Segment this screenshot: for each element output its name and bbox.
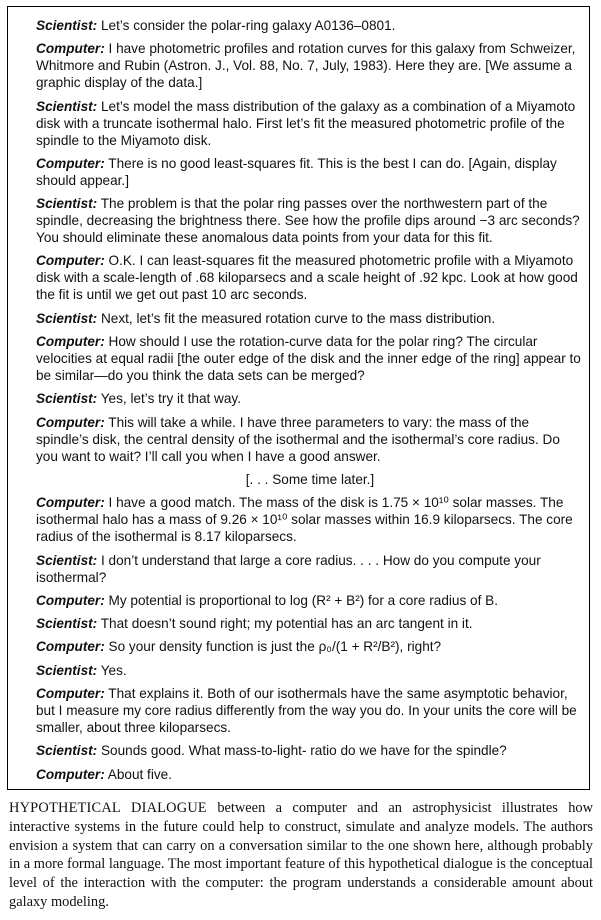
line-text: [. . . Some time later.] bbox=[245, 471, 375, 487]
line-text: Sounds good. What mass-to-light- ratio do we have for the spindle? bbox=[97, 743, 507, 759]
dialogue-line bbox=[36, 766, 584, 783]
dialogue-line bbox=[36, 40, 584, 91]
dialogue-line bbox=[36, 252, 584, 303]
line-text: Next, let’s fit the measured rotation curve to the mass distribution. bbox=[97, 310, 496, 326]
line-text: I have photometric profiles and rotation curves for this galaxy from Schweizer, Whitmore and Rubin (Astron. J., Vol. 88, No. 7, July, 1983). Here they are. [We assume a graphic display of the data.] bbox=[36, 41, 576, 91]
line-text: How should I use the rotation-curve data for the polar ring? The circular velocities at equal radii [the outer edge of the disk and the inner edge of the ring] appear to be similar—do you think the data sets can be merged? bbox=[36, 334, 581, 384]
line-text: There is no good least-squares fit. This is the best I can do. [Again, display should appear.] bbox=[36, 155, 557, 188]
dialogue-line bbox=[36, 685, 584, 736]
caption-heading: HYPOTHETICAL DIALOGUE bbox=[9, 800, 207, 816]
dialogue-line bbox=[36, 592, 584, 609]
speaker-label: Scientist: bbox=[36, 310, 98, 326]
line-text: That explains it. Both of our isothermals have the same asymptotic behavior, but I measure my core radius differently from the way you do. In your units the core will be smaller, about three kiloparsecs. bbox=[36, 686, 577, 736]
speaker-label: Scientist: bbox=[36, 391, 98, 407]
dialogue-line bbox=[36, 310, 584, 327]
speaker-label: Computer: bbox=[36, 592, 105, 608]
dialogue-text bbox=[36, 17, 584, 789]
speaker-label: Scientist: bbox=[36, 196, 98, 212]
dialogue-line bbox=[36, 98, 584, 149]
dialogue-line bbox=[36, 494, 584, 545]
line-text: Yes, let’s try it that way. bbox=[97, 391, 241, 407]
speaker-label: Computer: bbox=[36, 766, 105, 782]
line-text: So your density function is just the ρ₀/(1 + R²/B²), right? bbox=[104, 639, 442, 655]
line-text: I have a good match. The mass of the disk is 1.75 × 10¹⁰ solar masses. The isothermal halo has a mass of 9.26 × 10¹⁰ solar masses within 16.9 kiloparsecs. The core radius of the isothermal is 8.17 kiloparsecs. bbox=[36, 495, 573, 545]
speaker-label: Computer: bbox=[36, 414, 105, 430]
line-text: The problem is that the polar ring passes over the northwestern part of the spindle, decreasing the brightness there. See how the profile dips around −3 arc seconds? You should eliminate these anomalous data points from your data for this fit. bbox=[36, 196, 580, 246]
line-text: Yes. bbox=[97, 662, 127, 678]
line-text: That doesn’t sound right; my potential has an arc tangent in it. bbox=[97, 616, 473, 632]
figure-caption bbox=[9, 799, 593, 912]
dialogue-line bbox=[36, 414, 584, 465]
speaker-label: Computer: bbox=[36, 253, 105, 269]
speaker-label: Scientist: bbox=[36, 662, 98, 678]
speaker-label: Computer: bbox=[36, 639, 105, 655]
speaker-label: Scientist: bbox=[36, 98, 98, 114]
speaker-label: Computer: bbox=[36, 41, 105, 57]
dialogue-box bbox=[7, 6, 590, 790]
speaker-label: Computer: bbox=[36, 155, 105, 171]
dialogue-line bbox=[36, 662, 584, 679]
speaker-label: Scientist: bbox=[36, 552, 98, 568]
dialogue-line bbox=[36, 615, 584, 632]
line-text: Let’s model the mass distribution of the galaxy as a combination of a Miyamoto disk with a truncate isothermal halo. First let’s fit the measured photometric profile of the spindle to the Miyamoto disk. bbox=[36, 98, 576, 148]
line-text: This will take a while. I have three parameters to vary: the mass of the spindle’s disk, the central density of the isothermal and the isothermal’s core radius. Do you want to wait? I’ll call you when I have a good answer. bbox=[36, 414, 560, 464]
dialogue-line bbox=[36, 638, 584, 655]
speaker-label: Scientist: bbox=[36, 743, 98, 759]
dialogue-line bbox=[36, 155, 584, 189]
dialogue-line bbox=[36, 333, 584, 384]
dialogue-line bbox=[36, 552, 584, 586]
speaker-label: Computer: bbox=[36, 334, 105, 350]
speaker-label: Computer: bbox=[36, 495, 105, 511]
dialogue-line bbox=[36, 17, 584, 34]
speaker-label: Computer: bbox=[36, 686, 105, 702]
dialogue-line bbox=[36, 742, 584, 759]
line-text: My potential is proportional to log (R² + B²) for a core radius of B. bbox=[104, 592, 498, 608]
caption-body: between a computer and an astrophysicist illustrates how interactive systems in the future could help to construct, simulate and analyze models. The authors envision a system that can carry on a conversation similar to the one shown here, although probably in a more formal language. The most important feature of this hypothetical dialogue is the conceptual level of the interaction with the computer: the program understands a considerable amount about galaxy modeling. bbox=[9, 800, 593, 910]
line-text: Let’s consider the polar-ring galaxy A0136–0801. bbox=[97, 18, 396, 33]
speaker-label: Scientist: bbox=[36, 616, 98, 632]
speaker-label: Scientist: bbox=[36, 18, 98, 33]
dialogue-line bbox=[36, 195, 584, 246]
time-skip-note bbox=[36, 471, 584, 488]
line-text: I don’t understand that large a core radius. . . . How do you compute your isothermal? bbox=[36, 552, 541, 585]
line-text: O.K. I can least-squares fit the measured photometric profile with a Miyamoto disk with a scale-length of .68 kiloparsecs and a scale height of .92 kpc. Look at how good the fit is until we get out past 10 arc seconds. bbox=[36, 253, 578, 303]
dialogue-line bbox=[36, 390, 584, 407]
line-text: About five. bbox=[104, 766, 172, 782]
